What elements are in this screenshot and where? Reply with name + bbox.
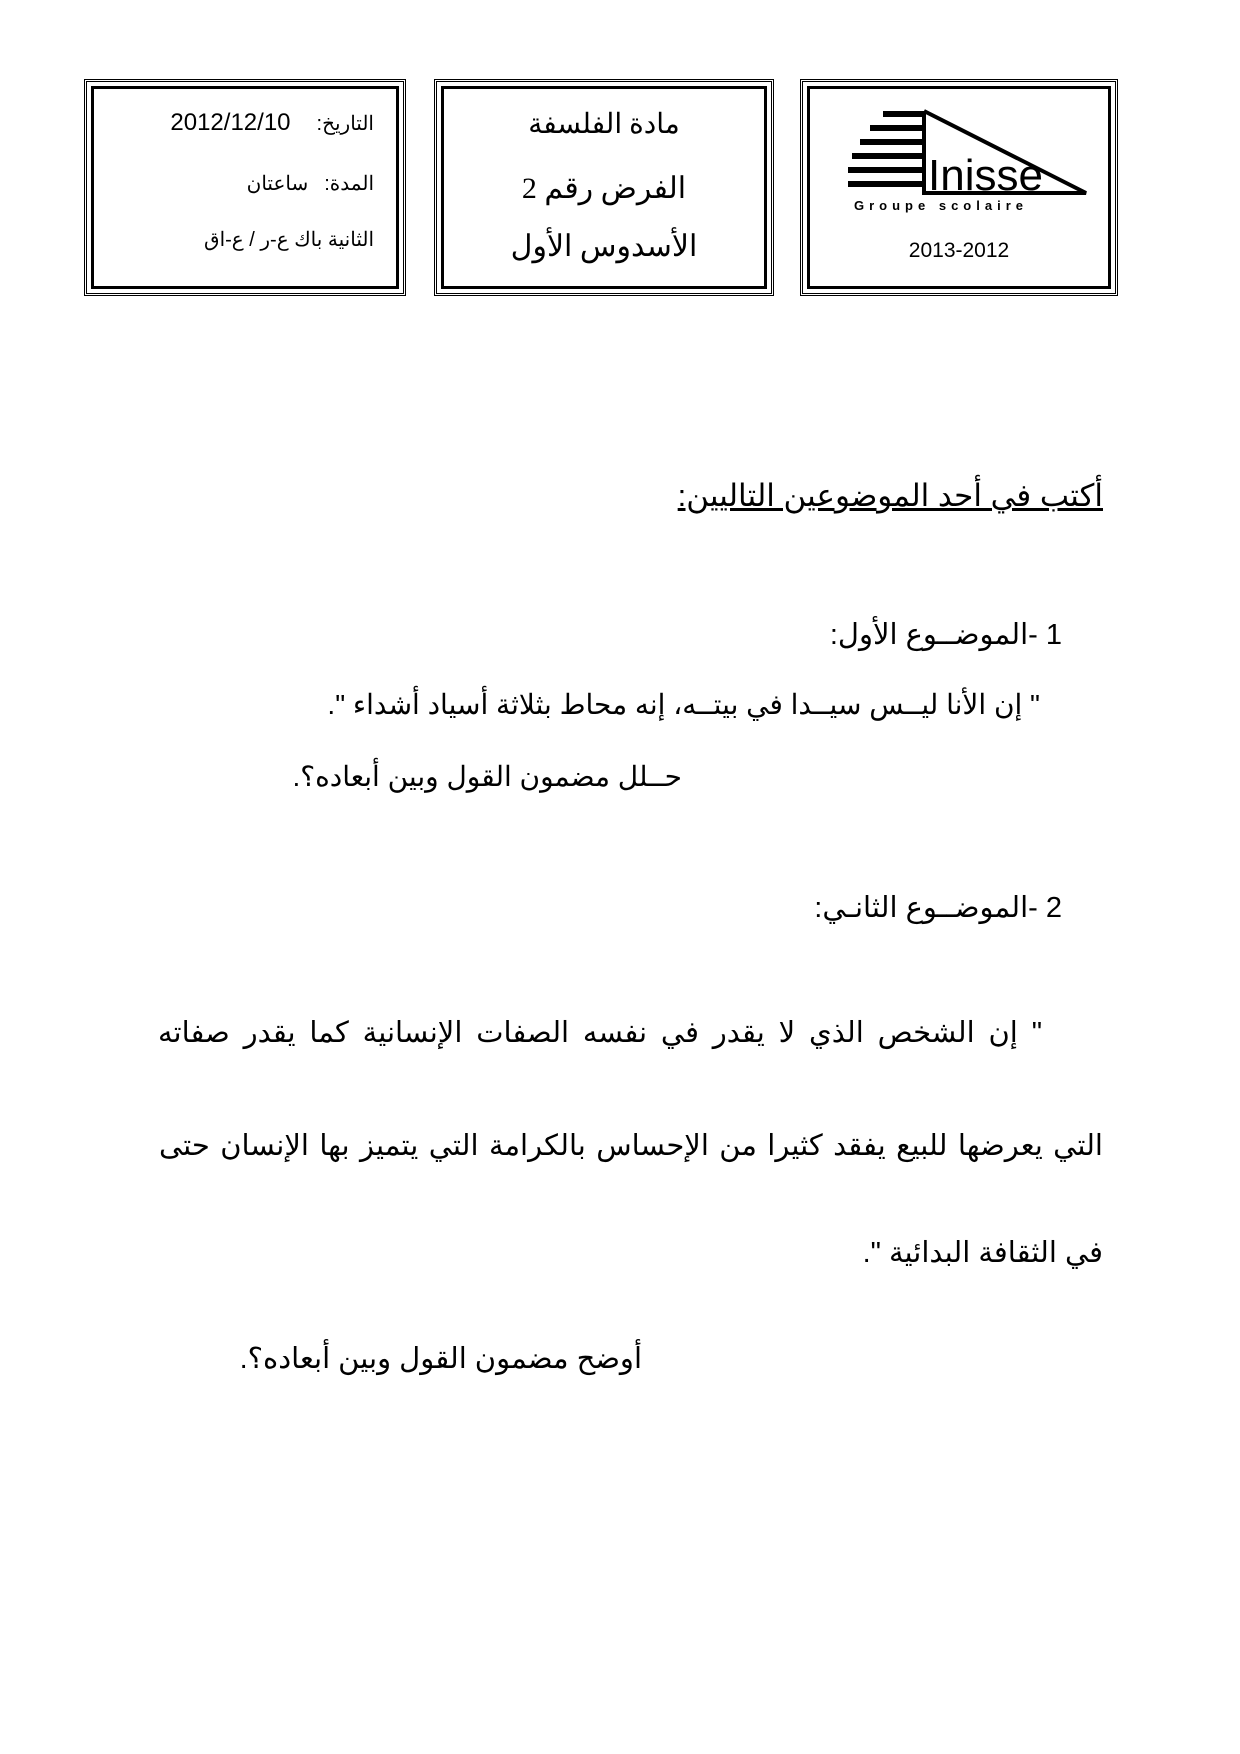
school-year: 2013-2012 <box>908 239 1010 262</box>
topic2-quote-line: " إن الشخص الذي لا يقدر في نفسه الصفات الإنسانية كما يقدر صفاته <box>158 1017 1042 1049</box>
instruction: أكتب في أحد الموضوعين التاليين: <box>677 478 1103 513</box>
date-value: 2012/12/10 <box>170 109 291 136</box>
school-logo <box>848 103 1088 213</box>
duration-value: ساعتان <box>246 173 309 195</box>
duration-line <box>247 171 374 196</box>
topic2-quote-line: التي يعرضها للبيع يفقد كثيرا من الإحساس بالكرامة التي يتميز بها الإنسان حتى <box>159 1130 1103 1162</box>
date-line <box>170 109 374 137</box>
duration-label: المدة: <box>324 173 374 195</box>
topic2-task: أوضح مضمون القول وبين أبعاده؟. <box>239 1343 642 1375</box>
topic1-heading: 1 -الموضــوع الأول: <box>829 619 1062 651</box>
date-label: التاريخ: <box>316 113 374 135</box>
class-label: الثانية باك ع-ر / ع-اق <box>204 229 374 251</box>
subject-box <box>434 79 774 296</box>
topic1-task: حــلل مضمون القول وبين أبعاده؟. <box>292 761 682 792</box>
exam-number: الفرض رقم 2 <box>521 172 687 205</box>
topic2-quote-line: في الثقافة البدائية ". <box>862 1237 1103 1269</box>
topic1-quote: " إن الأنا ليــس سيــدا في بيتــه، إنه محاط بثلاثة أسياد أشداء ". <box>327 689 1040 720</box>
term-label: الأسدوس الأول <box>510 230 698 263</box>
topic2-heading: 2 -الموضــوع الثانـي: <box>814 892 1062 924</box>
subject-title: مادة الفلسفة <box>528 109 680 140</box>
school-logo-box <box>800 79 1118 296</box>
svg-text:Groupe scolaire: Groupe scolaire <box>854 198 1028 213</box>
exam-info-box <box>84 79 406 296</box>
svg-text:Inisse: Inisse <box>928 151 1043 200</box>
